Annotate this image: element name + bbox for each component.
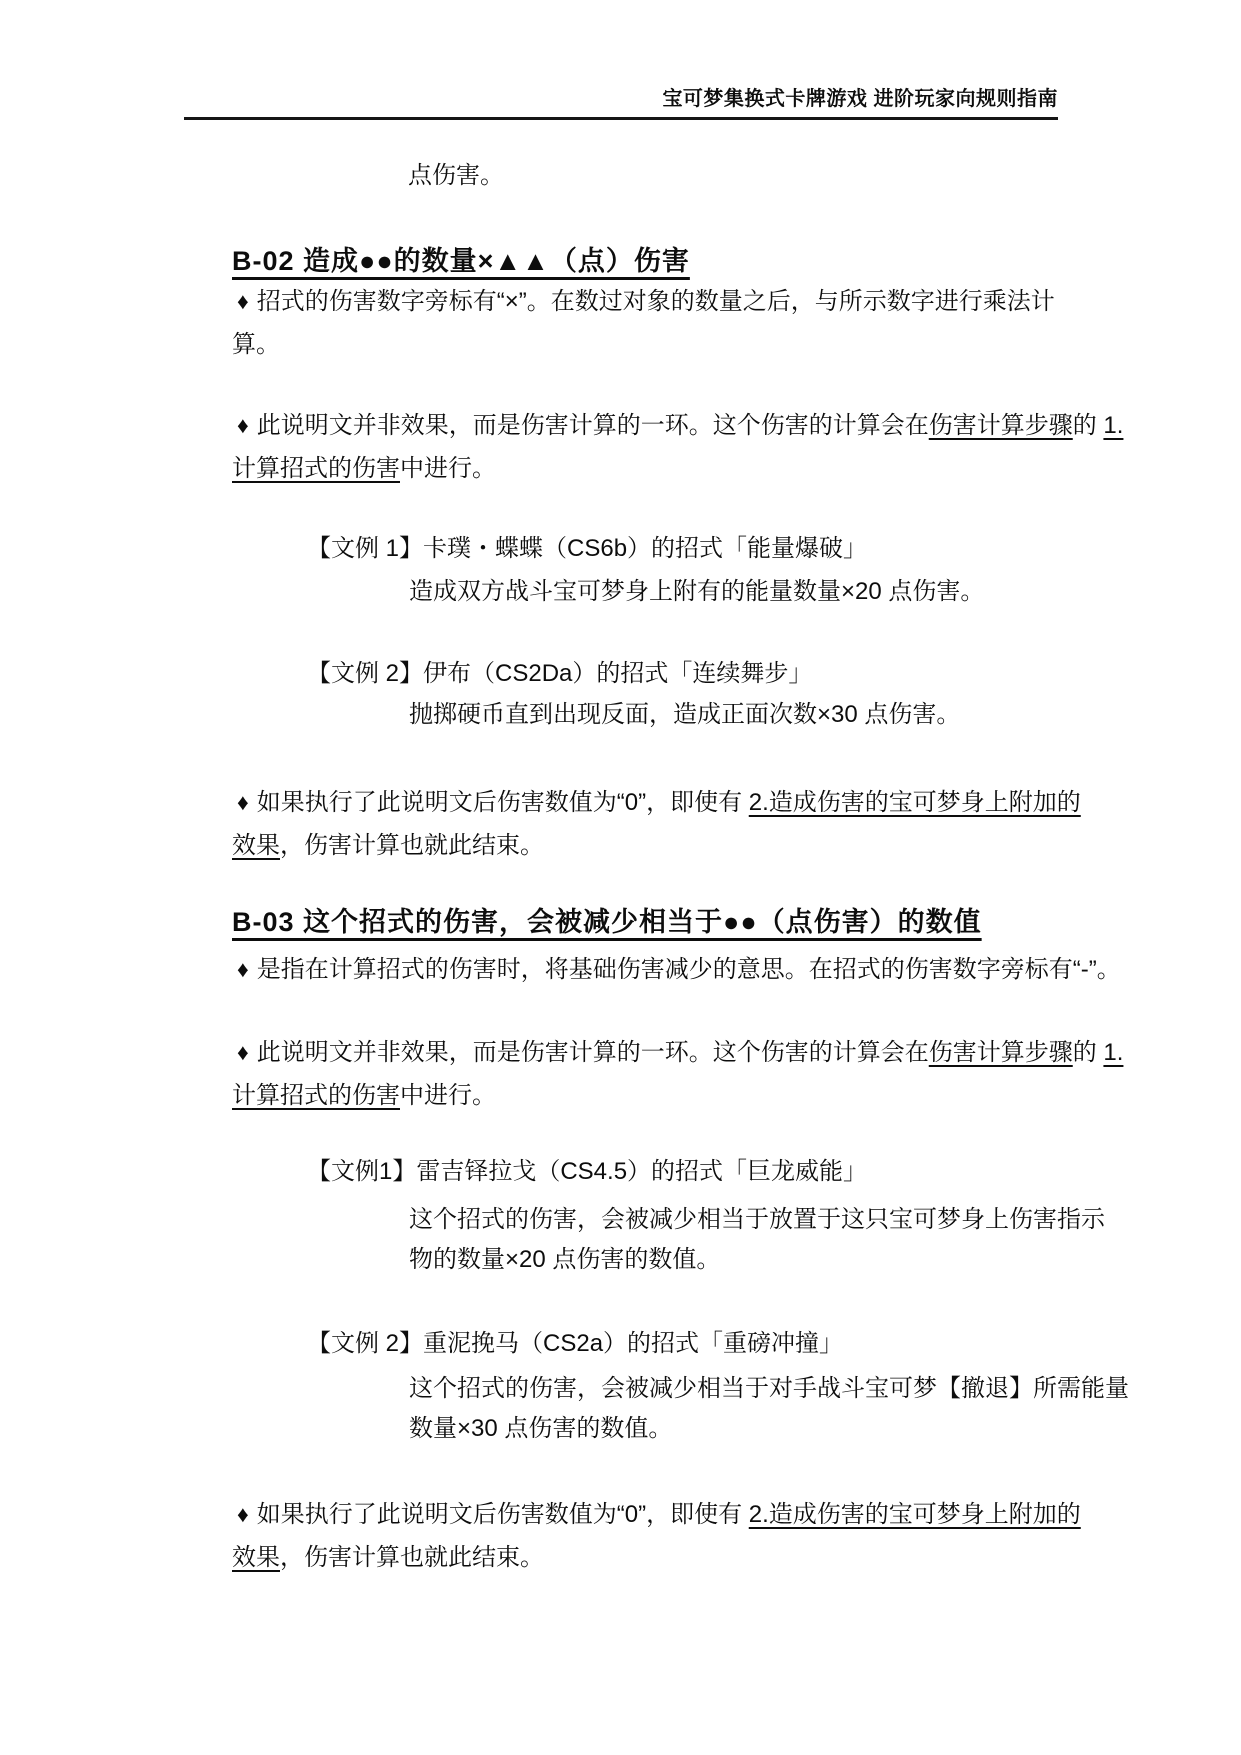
bullet-paragraph	[232, 948, 1121, 991]
diamond-bullet-icon: ♦	[237, 412, 249, 438]
example-title: 【文例1】雷吉铎拉戈（CS4.5）的招式「巨龙威能」	[307, 1158, 868, 1185]
paragraph-text: 招式的伤害数字旁标有“×”。在数过对象的数量之后，与所示数字进行乘法计 算。	[232, 288, 1055, 358]
example-body: 这个招式的伤害，会被减少相当于放置于这只宝可梦身上伤害指示 物的数量×20 点伤害的数值。	[409, 1206, 1105, 1273]
paragraph-text: 此说明文并非效果，而是伤害计算的一环。这个伤害的计算会在伤害计算步骤的 1. 计算招式的伤害中进行。	[232, 1039, 1124, 1109]
example-body: 造成双方战斗宝可梦身上附有的能量数量×20 点伤害。	[409, 578, 985, 605]
paragraph-text: 如果执行了此说明文后伤害数值为“0”，即使有 2.造成伤害的宝可梦身上附加的 效果，伤害计算也就此结束。	[232, 789, 1081, 859]
bullet-paragraph	[232, 404, 1123, 490]
section-b02-heading: B-02 造成●●的数量×▲▲（点）伤害	[232, 246, 690, 276]
example-body: 这个招式的伤害，会被减少相当于对手战斗宝可梦【撤退】所需能量 数量×30 点伤害的数值。	[409, 1375, 1129, 1442]
paragraph-text: 如果执行了此说明文后伤害数值为“0”，即使有 2.造成伤害的宝可梦身上附加的 效果，伤害计算也就此结束。	[232, 1501, 1081, 1571]
bullet-paragraph	[232, 1031, 1123, 1117]
example-title: 【文例 1】卡璞・蝶蝶（CS6b）的招式「能量爆破」	[307, 535, 868, 562]
diamond-bullet-icon: ♦	[237, 789, 249, 815]
diamond-bullet-icon: ♦	[237, 288, 249, 314]
paragraph-text: 是指在计算招式的伤害时，将基础伤害减少的意思。在招式的伤害数字旁标有“-”。	[256, 956, 1121, 983]
header-rule	[184, 117, 1058, 120]
paragraph-text: 此说明文并非效果，而是伤害计算的一环。这个伤害的计算会在伤害计算步骤的 1. 计算招式的伤害中进行。	[232, 412, 1124, 482]
diamond-bullet-icon: ♦	[237, 1501, 249, 1527]
intro-paragraph: 点伤害。	[408, 162, 504, 189]
bullet-paragraph	[232, 1493, 1081, 1579]
example-title: 【文例 2】伊布（CS2Da）的招式「连续舞步」	[307, 660, 813, 687]
bullet-paragraph	[232, 781, 1081, 867]
diamond-bullet-icon: ♦	[237, 1039, 249, 1065]
section-b03-heading: B-03 这个招式的伤害，会被减少相当于●●（点伤害）的数值	[232, 907, 982, 937]
diamond-bullet-icon: ♦	[237, 956, 249, 982]
bullet-paragraph	[232, 280, 1055, 366]
example-title: 【文例 2】重泥挽马（CS2a）的招式「重磅冲撞」	[307, 1330, 844, 1357]
page-header-title: 宝可梦集换式卡牌游戏 进阶玩家向规则指南	[662, 88, 1058, 110]
example-body: 抛掷硬币直到出现反面，造成正面次数×30 点伤害。	[409, 701, 961, 728]
